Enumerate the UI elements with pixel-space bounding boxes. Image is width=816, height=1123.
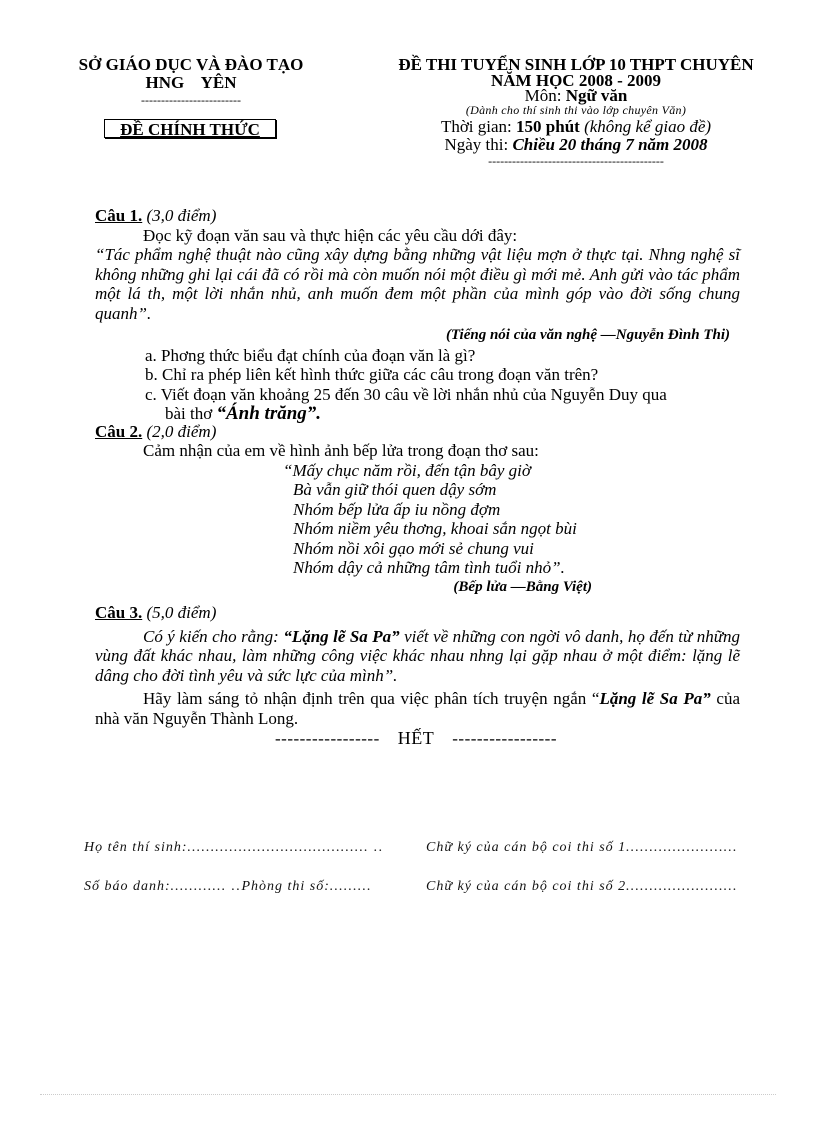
room-dots: ……… bbox=[329, 879, 372, 894]
candidate-id-field bbox=[84, 879, 372, 895]
q1-option-c-cont: bài thơ “Ánh trăng”. bbox=[165, 403, 322, 424]
department-name: SỞ GIÁO DỤC VÀ ĐÀO TẠO bbox=[78, 55, 304, 74]
end-dashes-left: ----------------- bbox=[275, 729, 380, 748]
q3-title: Câu 3. bbox=[95, 603, 143, 622]
page-bottom-rule bbox=[40, 1094, 776, 1095]
candidate-name-field bbox=[84, 840, 384, 856]
q3-points: (5,0 điểm) bbox=[142, 603, 217, 622]
invigilator-2-dots: …………………… bbox=[626, 879, 738, 894]
q1-option-b: b. Chỉ ra phép liên kết hình thức giữa các câu trong đoạn văn trên? bbox=[145, 365, 599, 384]
q2-title: Câu 2. bbox=[95, 421, 143, 441]
poem-line: Nhóm nồi xôi gạo mới sẻ chung vui bbox=[293, 538, 534, 558]
candidate-id-dots: ………… .. bbox=[170, 879, 242, 894]
q1-points: (3,0 điểm) bbox=[142, 206, 217, 225]
q2-instruction: Cảm nhận của em về hình ảnh bếp lửa trong đoạn thơ sau: bbox=[143, 441, 539, 460]
header-left bbox=[60, 56, 322, 106]
time-line bbox=[378, 118, 774, 136]
poem-line: Nhóm dậy cả những tâm tình tuổi nhỏ”. bbox=[293, 558, 565, 577]
q3-paragraph-2: Hãy làm sáng tỏ nhận định trên qua việc phân tích truyện ngắn “Lặng lẽ Sa Pa” của nhà văn Nguyễn Thành Long. bbox=[95, 689, 740, 728]
q3-story-title: “Lặng lẽ Sa Pa” bbox=[283, 626, 400, 646]
official-stamp: ĐỀ CHÍNH THỨC bbox=[104, 119, 276, 138]
q2-heading bbox=[95, 422, 740, 442]
q1-quote: “Tác phẩm nghệ thuật nào cũng xây dựng bằng những vật liệu mợn ở thực tại. Nhng nghệ sĩ không những ghi lại cái đã có rồi mà còn muốn nói một điều gì mới mẻ. Anh gửi vào tác phẩm một lá th, một lời nhắn nhủ, anh muốn đem một phần của mình góp vào đời sống chung quanh”. bbox=[95, 245, 740, 323]
q1-options bbox=[145, 346, 740, 424]
poem-line: Nhóm niềm yêu thơng, khoai sắn ngọt bùi bbox=[293, 519, 577, 538]
header-left-divider: ------------------------- bbox=[141, 93, 241, 107]
poem-line: Bà vẫn giữ thói quen dậy sớm bbox=[293, 480, 497, 499]
q3-story-title-2: Lặng lẽ Sa Pa” bbox=[599, 689, 711, 708]
subject-value: Ngữ văn bbox=[565, 86, 628, 105]
subject-label: Môn: bbox=[524, 86, 566, 105]
q1-option-c: c. Viết đoạn văn khoảng 25 đến 30 câu về lời nhắn nhủ của Nguyễn Duy qua bbox=[145, 384, 667, 404]
subject-note: (Dành cho thí sinh thi vào lớp chuyên Văn) bbox=[465, 103, 687, 117]
time-label: Thời gian: bbox=[440, 117, 517, 136]
q2-source: (Bếp lửa —Bằng Việt) bbox=[453, 578, 592, 595]
exam-title: ĐỀ THI TUYỂN SINH LỚP 10 THPT CHUYÊN bbox=[398, 55, 754, 74]
poem-line: Nhóm bếp lửa ấp iu nồng đợm bbox=[293, 499, 501, 519]
subject-line bbox=[378, 88, 774, 103]
date-value: Chiều 20 tháng 7 năm 2008 bbox=[512, 135, 708, 154]
time-note: (không kể giao đề) bbox=[579, 117, 712, 136]
invigilator-2-label: Chữ ký của cán bộ coi thi số 2 bbox=[426, 879, 627, 894]
q3-heading bbox=[95, 603, 740, 623]
date-label: Ngày thi: bbox=[444, 135, 513, 154]
poem-line: “Mấy chục năm rồi, đến tận bây giờ bbox=[283, 460, 531, 480]
candidate-id-label: Số báo danh: bbox=[84, 879, 171, 894]
candidate-name-dots: ………………………………… .. bbox=[187, 840, 384, 855]
province-name: HNG YÊN bbox=[145, 73, 237, 92]
invigilator-1-dots: …………………… bbox=[626, 840, 738, 855]
q1-instruction: Đọc kỹ đoạn văn sau và thực hiện các yêu cầu dới đây: bbox=[143, 225, 518, 245]
q1-option-a: a. Phơng thức biểu đạt chính của đoạn văn là gì? bbox=[145, 345, 476, 365]
q1-title: Câu 1. bbox=[95, 206, 143, 225]
header-right-divider: -------------------------------------------- bbox=[488, 154, 664, 168]
q1-source: (Tiếng nói của văn nghệ —Nguyễn Đình Thi) bbox=[445, 327, 730, 343]
time-value: 150 phút bbox=[516, 117, 580, 136]
q2-points: (2,0 điểm) bbox=[142, 421, 217, 441]
end-dashes-right: ----------------- bbox=[452, 729, 557, 748]
q2-poem bbox=[283, 461, 740, 578]
exam-body bbox=[95, 206, 740, 728]
invigilator-1-label: Chữ ký của cán bộ coi thi số 1 bbox=[426, 840, 627, 855]
date-line bbox=[378, 136, 774, 154]
invigilator-2-field bbox=[426, 879, 738, 895]
end-text: HẾT bbox=[397, 728, 435, 748]
header-right bbox=[378, 56, 774, 166]
candidate-name-label: Họ tên thí sinh: bbox=[84, 840, 188, 855]
end-marker bbox=[275, 728, 557, 749]
q1-heading bbox=[95, 206, 740, 226]
q3-paragraph-1: Có ý kiến cho rằng: “Lặng lẽ Sa Pa” viết về những con ngời vô danh, họ đến từ những vùng đất khác nhau, làm những công việc khác nhau nhng lại gặp nhau ở một điểm: lặng lẽ dâng cho đời tình yêu và sức lực của mình”. bbox=[95, 626, 741, 685]
school-year: NĂM HỌC 2008 - 2009 bbox=[491, 71, 661, 90]
room-label: Phòng thi số: bbox=[241, 879, 330, 894]
q1-poem-title: “Ánh trăng”. bbox=[216, 403, 322, 424]
invigilator-1-field bbox=[426, 840, 738, 856]
